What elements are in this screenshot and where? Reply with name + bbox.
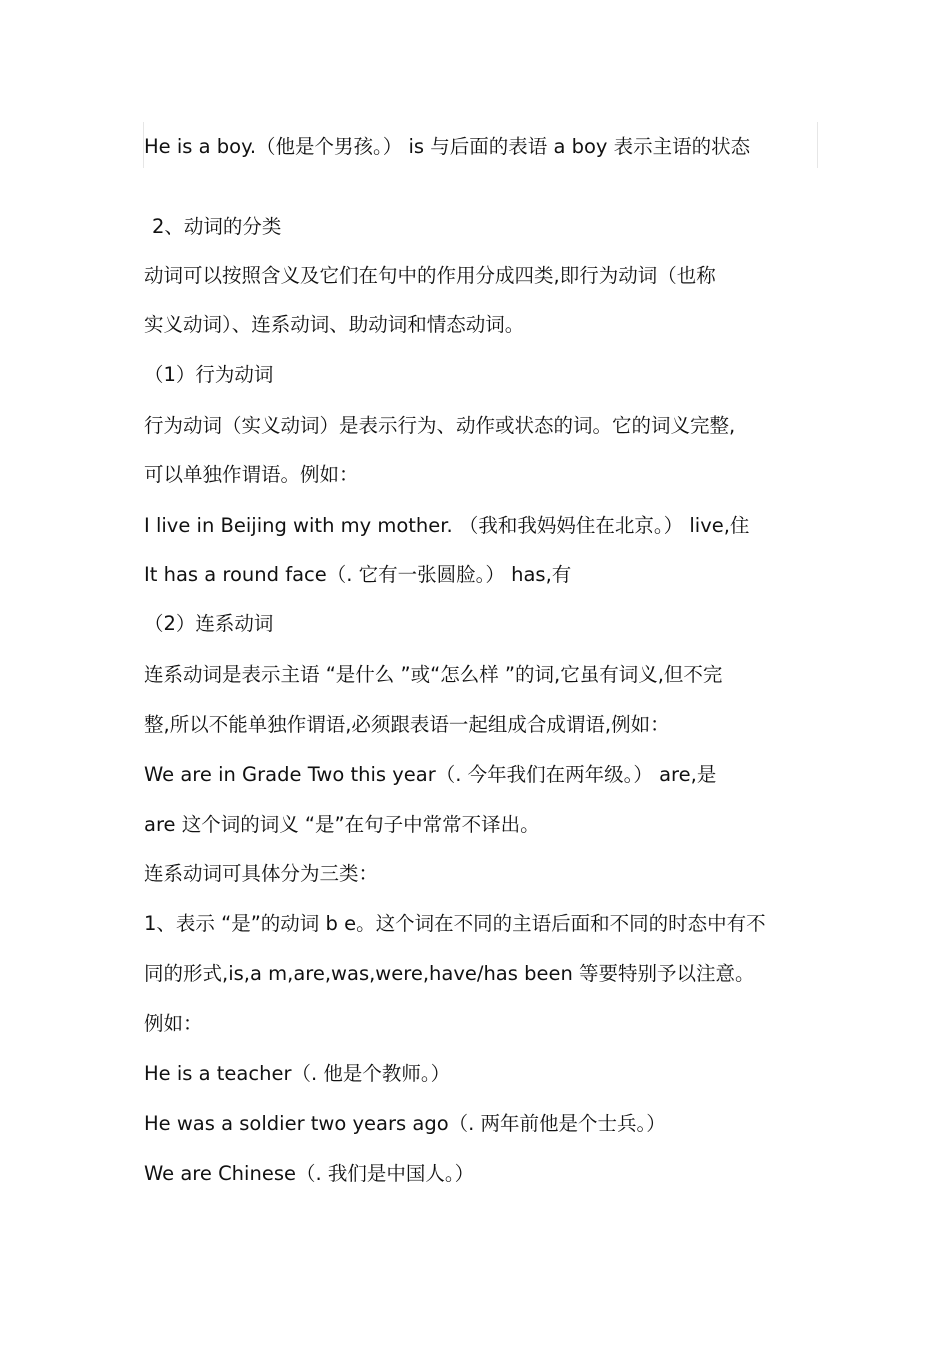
text-line-3: 动词可以按照含义及它们在句中的作用分成四类,即行为动词（也称 — [144, 264, 716, 287]
table-border-right — [817, 122, 818, 168]
example-line-1: I live in Beijing with my mother. （我和我妈妈住在北京。） live,住 — [144, 514, 750, 537]
text-line-15: 连系动词可具体分为三类： — [144, 862, 379, 885]
section-heading-verb-classification: 2、动词的分类 — [152, 215, 282, 238]
text-line-7: 可以单独作谓语。例如： — [144, 463, 359, 486]
text-line-11: 连系动词是表示主语 “是什么 ”或“怎么样 ”的词,它虽有词义,但不完 — [144, 663, 723, 686]
example-line-4: He is a teacher（. 他是个教师。） — [144, 1062, 451, 1085]
example-line-5: He was a soldier two years ago（. 两年前他是个士兵。） — [144, 1112, 666, 1135]
subheading-action-verbs: （1）行为动词 — [144, 363, 274, 386]
subheading-linking-verbs: （2）连系动词 — [144, 612, 274, 635]
text-line-18: 例如： — [144, 1012, 203, 1035]
text-line-17: 同的形式,is,a m,are,was,were,have/has been 等要特别予以注意。 — [144, 962, 755, 985]
text-line-12: 整,所以不能单独作谓语,必须跟表语一起组成合成谓语,例如： — [144, 713, 670, 736]
text-line-1: He is a boy.（他是个男孩。） is 与后面的表语 a boy 表示主语的状态 — [144, 135, 751, 158]
example-line-6: We are Chinese（. 我们是中国人。） — [144, 1162, 475, 1185]
text-line-16: 1、表示 “是”的动词 b e。这个词在不同的主语后面和不同的时态中有不 — [144, 912, 766, 935]
text-line-14: are 这个词的词义 “是”在句子中常常不译出。 — [144, 813, 540, 836]
text-line-4: 实义动词）、连系动词、助动词和情态动词。 — [144, 313, 525, 336]
text-line-6: 行为动词（实义动词）是表示行为、动作或状态的词。它的词义完整, — [144, 414, 736, 437]
example-line-3: We are in Grade Two this year（. 今年我们在两年级。） are,是 — [144, 763, 717, 786]
example-line-2: It has a round face（. 它有一张圆脸。） has,有 — [144, 563, 572, 586]
